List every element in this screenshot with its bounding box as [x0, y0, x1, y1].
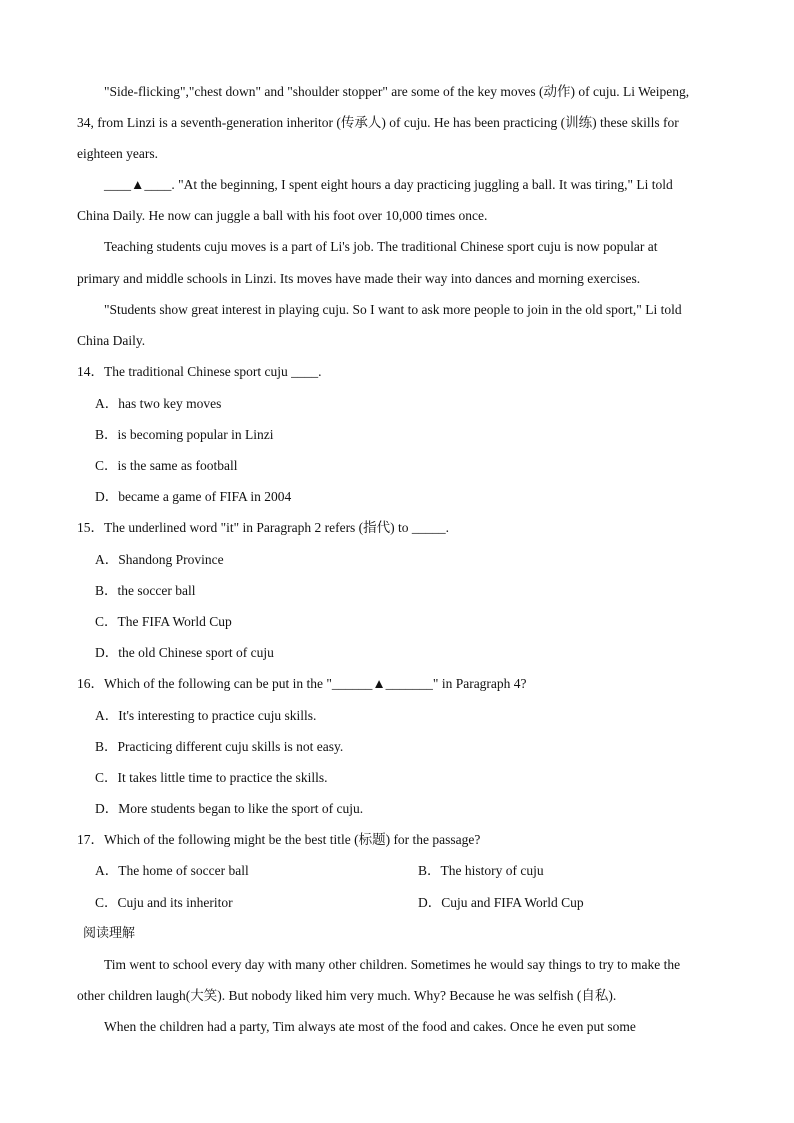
- passage1-paragraph1-line3: eighteen years.: [77, 146, 158, 161]
- question-17-option-a[interactable]: A．The home of soccer ball: [95, 863, 249, 878]
- passage1-paragraph1-line1: "Side-flicking","chest down" and "shoulder stopper" are some of the key moves (动作) of cuju. Li Weipeng,: [104, 84, 690, 99]
- question-16-option-d[interactable]: D．More students began to like the sport of cuju.: [95, 801, 364, 816]
- question-15-option-d[interactable]: D．the old Chinese sport of cuju: [95, 645, 274, 660]
- question-15-option-b[interactable]: B．the soccer ball: [95, 583, 196, 598]
- question-17-option-d[interactable]: D．Cuju and FIFA World Cup: [418, 895, 584, 910]
- question-16-stem: 16．Which of the following can be put in the "______▲_______" in Paragraph 4?: [77, 676, 527, 691]
- question-14-stem: 14．The traditional Chinese sport cuju ____.: [77, 364, 322, 379]
- passage2-paragraph1-line2: other children laugh(大笑). But nobody liked him very much. Why? Because he was selfish (自私).: [77, 988, 617, 1003]
- question-17-stem: 17．Which of the following might be the best title (标题) for the passage?: [77, 832, 481, 847]
- question-15-stem: 15．The underlined word "it" in Paragraph 2 refers (指代) to _____.: [77, 520, 450, 535]
- question-14-option-c[interactable]: C．is the same as football: [95, 458, 238, 473]
- question-15-option-c[interactable]: C．The FIFA World Cup: [95, 614, 232, 629]
- passage2-paragraph1-line1: Tim went to school every day with many other children. Sometimes he would say things to try to make the: [104, 957, 681, 972]
- question-17-option-b[interactable]: B．The history of cuju: [418, 863, 544, 878]
- question-16-option-a[interactable]: A．It's interesting to practice cuju skills.: [95, 708, 317, 723]
- passage1-paragraph4-line1: "Students show great interest in playing cuju. So I want to ask more people to join in the old sport," Li told: [104, 302, 682, 317]
- passage1-paragraph2-line1: ____▲____. "At the beginning, I spent eight hours a day practicing juggling a ball. It was tiring," Li told: [104, 177, 673, 192]
- passage1-paragraph4-line2: China Daily.: [77, 333, 146, 348]
- question-16-option-b[interactable]: B．Practicing different cuju skills is not easy.: [95, 739, 344, 754]
- question-14-option-d[interactable]: D．became a game of FIFA in 2004: [95, 489, 292, 504]
- passage1-paragraph1-line2: 34, from Linzi is a seventh-generation inheritor (传承人) of cuju. He has been practicing (训练) these skills for: [77, 115, 679, 130]
- passage2-paragraph2-line1: When the children had a party, Tim always ate most of the food and cakes. Once he even put some: [104, 1019, 636, 1034]
- question-14-option-b[interactable]: B．is becoming popular in Linzi: [95, 427, 274, 442]
- question-14-option-a[interactable]: A．has two key moves: [95, 396, 222, 411]
- section-title: 阅读理解: [83, 926, 136, 941]
- question-17-option-c[interactable]: C．Cuju and its inheritor: [95, 895, 233, 910]
- passage1-paragraph3-line2: primary and middle schools in Linzi. Its moves have made their way into dances and morning exercises.: [77, 271, 641, 286]
- passage1-paragraph2-line2: China Daily. He now can juggle a ball with his foot over 10,000 times once.: [77, 208, 488, 223]
- question-16-option-c[interactable]: C．It takes little time to practice the skills.: [95, 770, 328, 785]
- passage1-paragraph3-line1: Teaching students cuju moves is a part of Li's job. The traditional Chinese sport cuju is now popular at: [104, 239, 658, 254]
- question-15-option-a[interactable]: A．Shandong Province: [95, 552, 224, 567]
